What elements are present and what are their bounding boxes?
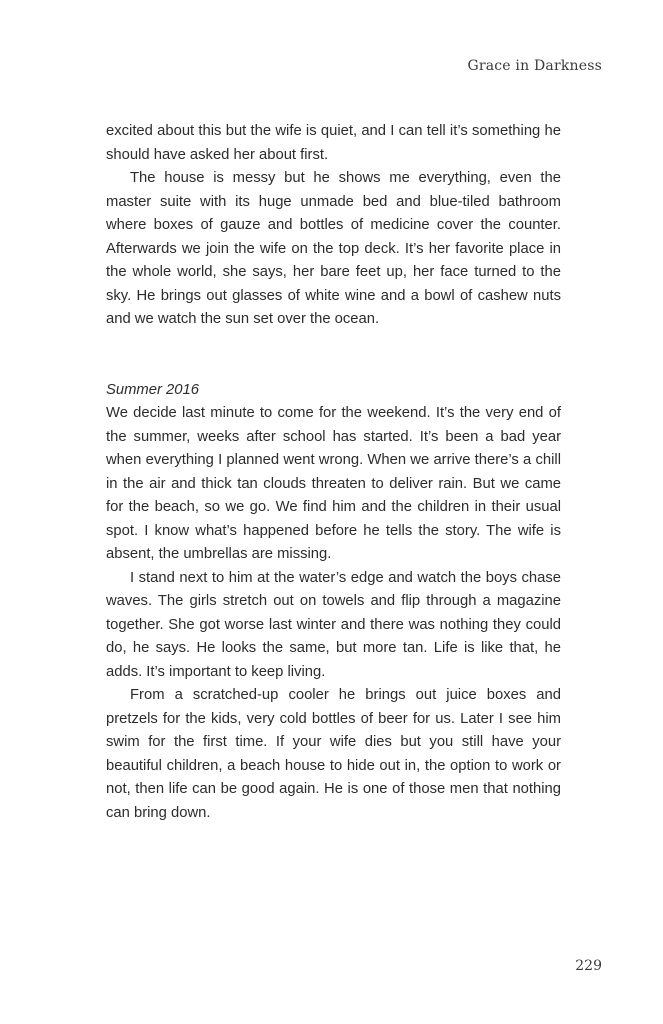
running-head: Grace in Darkness: [467, 58, 602, 74]
section-heading: Summer 2016: [106, 381, 199, 398]
paragraph-2: The house is messy but he shows me everything, even the master suite with its huge unmade bed and blue-tiled bathroom where boxes of gauze and bottles of medicine cover the counter. Afterwards we join the wife on the top deck. It’s her favorite place in the whole world, she says, her bare feet up, her face turned to the sky. He brings out glasses of white wine and a bowl of cashew nuts and we watch the sun set over the ocean.: [106, 170, 561, 327]
paragraph-3: We decide last minute to come for the weekend. It’s the very end of the summer, weeks after school has started. It’s been a bad year when everything I planned went wrong. When we arrive there’s a chill in the air and thick tan clouds threaten to deliver rain. But we came for the beach, so we go. We find him and the children in their usual spot. I know what’s happened before he tells the story. The wife is absent, the umbrellas are missing.: [106, 405, 561, 562]
paragraph-1: excited about this but the wife is quiet, and I can tell it’s something he should have asked her about first.: [106, 123, 561, 163]
section-break: [106, 332, 561, 379]
paragraph-5: From a scratched-up cooler he brings out juice boxes and pretzels for the kids, very cold bottles of beer for us. Later I see him swim for the first time. If your wife dies but you still have your beautiful children, a beach house to hide out in, the option to work or not, then life can be good again. He is one of those men that nothing can bring down.: [106, 687, 561, 821]
page-number: 229: [575, 958, 602, 974]
page-body: [106, 120, 561, 825]
paragraph-4: I stand next to him at the water’s edge and watch the boys chase waves. The girls stretch out on towels and flip through a magazine together. She got worse last winter and there was nothing they could do, he says. He looks the same, but more tan. Life is like that, he adds. It’s important to keep living.: [106, 569, 561, 680]
